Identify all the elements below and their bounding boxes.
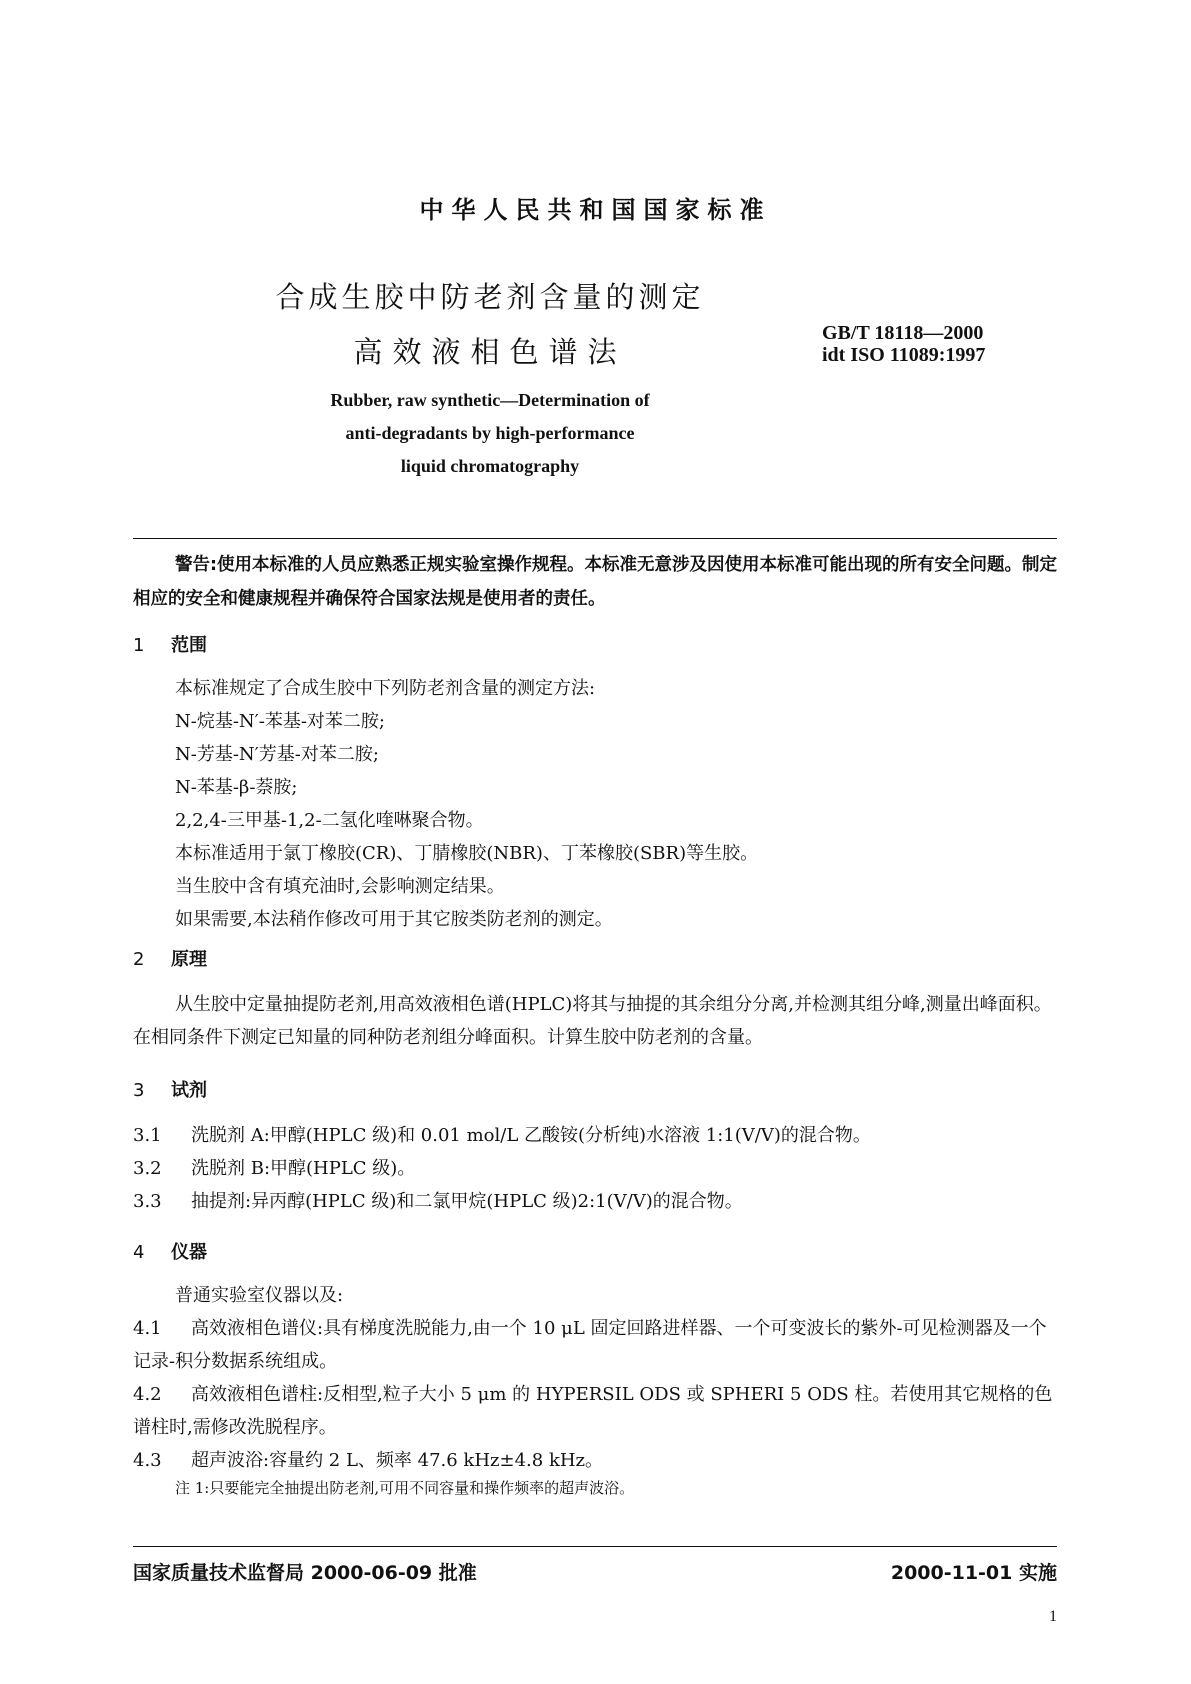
section-2-heading: [133, 945, 207, 971]
section-3-heading: [133, 1076, 207, 1102]
scope-line: 2,2,4-三甲基-1,2-二氢化喹啉聚合物。: [175, 810, 484, 831]
section-2-body: 从生胶中定量抽提防老剂,用高效液相色谱(HPLC)将其与抽提的其余组分分离,并检测其组分峰,测量出峰面积。在相同条件下测定已知量的同种防老剂组分峰面积。计算生胶中防老剂的含量。: [133, 994, 1052, 1048]
scope-line: 当生胶中含有填充油时,会影响测定结果。: [175, 876, 505, 897]
section-title: 试剂: [171, 1080, 207, 1101]
scope-line: N-苯基-β-萘胺;: [175, 777, 298, 798]
page-number: 1: [1049, 1608, 1057, 1625]
item-number: 4.1: [133, 1318, 162, 1339]
apparatus-intro: 普通实验室仪器以及:: [175, 1285, 344, 1306]
item-number: 3.1: [133, 1125, 162, 1146]
section-number: 2: [133, 949, 145, 970]
iso-equivalence: idt ISO 11089:1997: [822, 344, 986, 366]
item-text: 抽提剂:异丙醇(HPLC 级)和二氯甲烷(HPLC 级)2:1(V/V)的混合物。: [191, 1191, 743, 1212]
section-title: 仪器: [171, 1242, 207, 1263]
document-title-line1: 合成生胶中防老剂含量的测定: [275, 280, 705, 314]
section-1-body: [175, 672, 1055, 936]
reagent-item: [133, 1185, 1057, 1218]
item-number: 3.3: [133, 1191, 162, 1212]
approval-date: 国家质量技术监督局 2000-06-09 批准: [133, 1562, 477, 1584]
item-text: 高效液相色谱柱:反相型,粒子大小 5 μm 的 HYPERSIL ODS 或 SPHERI 5 ODS 柱。若使用其它规格的色谱柱时,需修改洗脱程序。: [133, 1384, 1053, 1438]
national-standard-heading: 中华人民共和国国家标准: [419, 196, 772, 224]
section-title: 原理: [171, 949, 207, 970]
section-4-heading: [133, 1238, 207, 1264]
item-number: 4.2: [133, 1384, 162, 1405]
item-number: 4.3: [133, 1450, 162, 1471]
apparatus-item: [133, 1378, 1057, 1444]
warning-paragraph: 警告:使用本标准的人员应熟悉正规实验室操作规程。本标准无意涉及因使用本标准可能出现的所有安全问题。制定相应的安全和健康规程并确保符合国家法规是使用者的责任。: [133, 555, 1057, 609]
item-text: 超声波浴:容量约 2 L、频率 47.6 kHz±4.8 kHz。: [191, 1450, 604, 1471]
note-1: 注 1:只要能完全抽提出防老剂,可用不同容量和操作频率的超声波浴。: [175, 1479, 635, 1497]
reagent-item: [133, 1152, 1057, 1185]
section-1-heading: [133, 631, 207, 657]
english-title-line: Rubber, raw synthetic—Determination of: [330, 390, 650, 410]
scope-line: N-芳基-N′芳基-对苯二胺;: [175, 744, 379, 765]
item-text: 洗脱剂 B:甲醇(HPLC 级)。: [191, 1158, 416, 1179]
section-number: 4: [133, 1242, 145, 1263]
standard-code: GB/T 18118—2000: [822, 322, 984, 344]
effective-date: 2000-11-01 实施: [890, 1562, 1057, 1584]
document-title-line2: 高效液相色谱法: [353, 335, 627, 369]
scope-line: 本标准规定了合成生胶中下列防老剂含量的测定方法:: [175, 678, 596, 699]
section-title: 范围: [171, 635, 207, 656]
english-title-line: anti-degradants by high-performance: [345, 423, 635, 443]
english-title: [0, 384, 980, 483]
footer-divider: [133, 1546, 1057, 1547]
item-text: 洗脱剂 A:甲醇(HPLC 级)和 0.01 mol/L 乙酸铵(分析纯)水溶液 1:1(V/V)的混合物。: [191, 1125, 871, 1146]
reagent-item: [133, 1119, 1057, 1152]
apparatus-item: [133, 1312, 1057, 1378]
scope-line: 如果需要,本法稍作修改可用于其它胺类防老剂的测定。: [175, 909, 613, 930]
apparatus-item: [133, 1444, 1057, 1477]
header-divider: [133, 538, 1057, 539]
section-number: 1: [133, 635, 145, 656]
english-title-line: liquid chromatography: [400, 456, 580, 476]
scope-line: N-烷基-N′-苯基-对苯二胺;: [175, 711, 385, 732]
item-text: 高效液相色谱仪:具有梯度洗脱能力,由一个 10 μL 固定回路进样器、一个可变波长的紫外-可见检测器及一个记录-积分数据系统组成。: [133, 1318, 1047, 1372]
section-number: 3: [133, 1080, 145, 1101]
item-number: 3.2: [133, 1158, 162, 1179]
scope-line: 本标准适用于氯丁橡胶(CR)、丁腈橡胶(NBR)、丁苯橡胶(SBR)等生胶。: [175, 843, 759, 864]
